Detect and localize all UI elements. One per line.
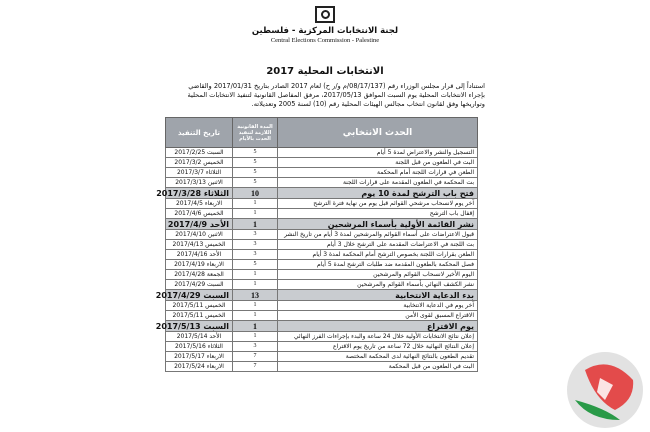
date-cell: الاربعاء 2017/5/17 — [166, 352, 233, 362]
date-cell: السبت 2017/2/25 — [166, 148, 233, 158]
table-header-row — [166, 118, 478, 148]
table-body — [155, 148, 478, 372]
table-row — [166, 168, 478, 178]
duration-cell: 5 — [233, 148, 278, 158]
event-cell: آخر يوم في الدعاية الانتخابية — [278, 301, 478, 311]
date-cell: الثلاثاء 2017/5/16 — [166, 342, 233, 352]
watermark-logo — [555, 340, 645, 430]
table-row — [166, 342, 478, 352]
document-title: الانتخابات المحلية 2017 — [266, 66, 384, 77]
event-cell: الطعن في قرارات اللجنة أمام المحكمة — [278, 168, 478, 178]
section-row — [166, 290, 478, 301]
header-event: الحدث الانتخابي — [278, 118, 478, 148]
event-cell: بدء الدعاية الانتخابية — [278, 290, 478, 301]
date-cell: الخميس 2017/5/11 — [166, 301, 233, 311]
duration-cell: 1 — [233, 219, 278, 230]
date-cell: الاربعاء 2017/4/19 — [166, 260, 233, 270]
table-row — [166, 301, 478, 311]
event-cell: فصل المحكمة بالطعون المقدمة ضد طلبات الترشح لمدة 5 أيام — [278, 260, 478, 270]
event-cell: بت المحكمة في الطعون المقدمة على قرارات اللجنة — [278, 178, 478, 188]
event-cell: نشر القائمة الأولية بأسماء المرشحين — [278, 219, 478, 230]
event-cell: التسجيل والنشر والاعتراض لمدة 5 أيام — [278, 148, 478, 158]
table-row — [166, 332, 478, 342]
event-cell: آخر يوم لانسحاب مرشحي القوائم قبل يوم من نهاية فترة الترشح — [278, 199, 478, 209]
duration-cell: 1 — [233, 199, 278, 209]
date-cell: الخميس 2017/4/6 — [166, 209, 233, 219]
table-row — [166, 240, 478, 250]
duration-cell: 1 — [233, 311, 278, 321]
event-cell: فتح باب الترشح لمدة 10 يوم — [278, 188, 478, 199]
duration-cell: 5 — [233, 260, 278, 270]
intro-paragraph: استناداً إلى قرار مجلس الوزراء رقم (08/17/137/م و/ر ح) لعام 2017 الصادر بتاريخ 2017/01/31 والقاضي بإجراء الانتخابات المحلية يوم السبت الموافق 2017/05/13، مرفق المفاصل القانونية لتنفيذ الانتخابات المحلية وتواريخها وفق لقانون انتخاب مجالس الهيئات المحلية رقم (10) لسنة 2005 وتعديلاته. — [187, 82, 485, 108]
section-row — [166, 321, 478, 332]
duration-cell: 3 — [233, 342, 278, 352]
duration-cell: 5 — [233, 178, 278, 188]
event-cell: يوم الاقتراع — [278, 321, 478, 332]
table-row — [166, 230, 478, 240]
date-cell: الثلاثاء 2017/3/28 — [166, 188, 233, 199]
date-cell: الاربعاء 2017/4/5 — [166, 199, 233, 209]
table-row — [166, 270, 478, 280]
table-row — [166, 352, 478, 362]
duration-cell: 1 — [233, 270, 278, 280]
election-schedule-table — [155, 117, 478, 372]
table-row — [166, 250, 478, 260]
event-cell: الاقتراع المسبق لقوى الأمن — [278, 311, 478, 321]
table-row — [166, 209, 478, 219]
org-name-arabic: لجنة الانتخابات المركزية - فلسطين — [251, 26, 399, 36]
duration-cell: 5 — [233, 158, 278, 168]
date-cell: السبت 2017/4/29 — [166, 280, 233, 290]
date-cell: الاثنين 2017/3/13 — [166, 178, 233, 188]
duration-cell: 3 — [233, 240, 278, 250]
section-row — [166, 188, 478, 199]
duration-cell: 1 — [233, 321, 278, 332]
date-cell: الخميس 2017/3/2 — [166, 158, 233, 168]
event-cell: البت في الطعون من قبل اللجنة — [278, 158, 478, 168]
date-cell: السبت 2017/4/29 — [166, 290, 233, 301]
table-row — [166, 199, 478, 209]
table-row — [166, 362, 478, 372]
event-cell: اليوم الأخير لانسحاب القوائم والمرشحين — [278, 270, 478, 280]
date-cell: الاربعاء 2017/5/24 — [166, 362, 233, 372]
table-row — [166, 178, 478, 188]
duration-cell: 1 — [233, 332, 278, 342]
table-row — [166, 148, 478, 158]
org-name-english: Central Elections Commission - Palestine — [270, 37, 380, 44]
duration-cell: 5 — [233, 168, 278, 178]
header-duration: المدة القانونية اللازمة لتنفيذ الحدث بالأيام — [233, 118, 278, 148]
duration-cell: 13 — [233, 290, 278, 301]
event-cell: البت في الطعون من قبل المحكمة — [278, 362, 478, 372]
date-cell: الخميس 2017/5/11 — [166, 311, 233, 321]
section-row — [166, 219, 478, 230]
duration-cell: 7 — [233, 362, 278, 372]
date-cell: الخميس 2017/4/13 — [166, 240, 233, 250]
date-cell: الثلاثاء 2017/3/7 — [166, 168, 233, 178]
date-cell: الاثنين 2017/4/10 — [166, 230, 233, 240]
event-cell: الطعن بقرارات اللجنة بخصوص الترشح أمام المحكمة لمدة 3 أيام — [278, 250, 478, 260]
duration-cell: 10 — [233, 188, 278, 199]
header-date: تاريخ التنفيذ — [166, 118, 233, 148]
duration-cell: 3 — [233, 250, 278, 260]
ballot-box-icon — [315, 6, 335, 23]
date-cell: السبت 2017/5/13 — [166, 321, 233, 332]
duration-cell: 1 — [233, 280, 278, 290]
date-cell: الجمعة 2017/4/28 — [166, 270, 233, 280]
duration-cell: 7 — [233, 352, 278, 362]
table-row — [166, 280, 478, 290]
event-cell: تقديم الطعون بالنتائج النهائية لدى المحكمة المختصة — [278, 352, 478, 362]
date-cell: الأحد 2017/4/16 — [166, 250, 233, 260]
duration-cell: 1 — [233, 301, 278, 311]
event-cell: نشر الكشف النهائي بأسماء القوائم والمرشحين — [278, 280, 478, 290]
event-cell: قبول الاعتراضات على أسماء القوائم والمرشحين لمدة 3 أيام من تاريخ النشر — [278, 230, 478, 240]
event-cell: إعلان النتائج النهائية خلال 72 ساعة من تاريخ يوم الاقتراع — [278, 342, 478, 352]
event-cell: إعلان نتائج الانتخابات الأولية خلال 24 ساعة والبدء بإجراءات الفرز النهائي — [278, 332, 478, 342]
duration-cell: 1 — [233, 209, 278, 219]
duration-cell: 3 — [233, 230, 278, 240]
date-cell: الأحد 2017/5/14 — [166, 332, 233, 342]
table-row — [166, 260, 478, 270]
event-cell: إقفال باب الترشح — [278, 209, 478, 219]
event-cell: بت اللجنة في الاعتراضات المقدمة على الترشح خلال 3 أيام — [278, 240, 478, 250]
table-row — [166, 311, 478, 321]
table-row — [166, 158, 478, 168]
date-cell: الأحد 2017/4/9 — [166, 219, 233, 230]
